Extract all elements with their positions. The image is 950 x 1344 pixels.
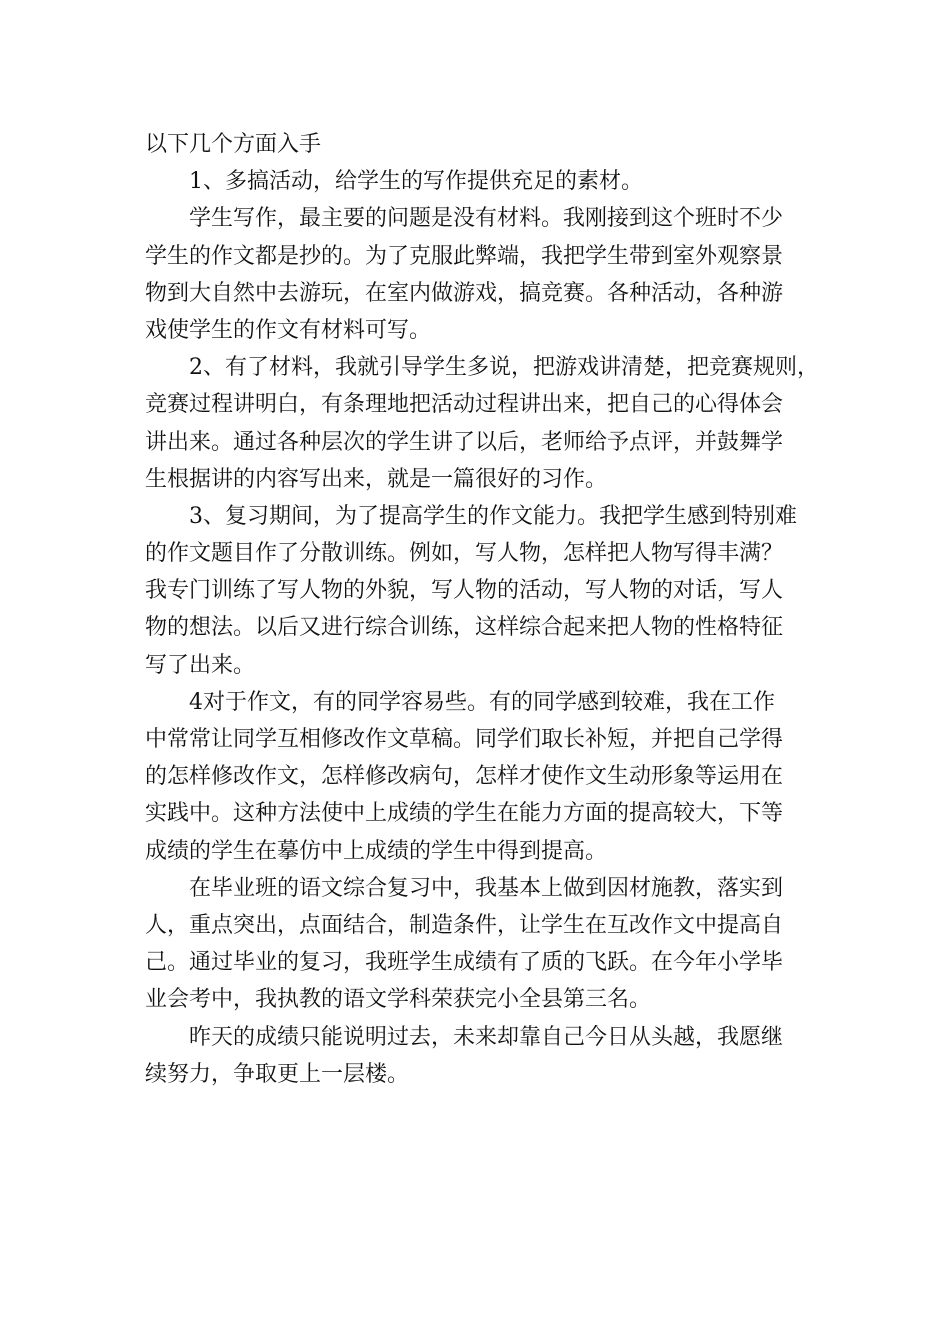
text-line: 学生写作，最主要的问题是没有材料。我刚接到这个班时不少 xyxy=(189,206,784,232)
text-line: 业会考中，我执教的语文学科荣获完小全县第三名。 xyxy=(145,987,652,1013)
paragraph-heading-2: 2、有了材料，我就引导学生多说，把游戏讲清楚，把竞赛规则， xyxy=(189,355,819,381)
text-line: 物的想法。以后又进行综合训练，这样综合起来把人物的性格特征 xyxy=(145,615,784,641)
text-line: 生根据讲的内容写出来，就是一篇很好的习作。 xyxy=(145,466,608,492)
paragraph-start: 在毕业班的语文综合复习中，我基本上做到因材施教，落实到 xyxy=(189,875,784,901)
text-line: 竞赛过程讲明白，有条理地把活动过程讲出来，把自己的心得体会 xyxy=(145,392,784,418)
text-line: 写了出来。 xyxy=(145,652,256,678)
document-body xyxy=(145,126,825,1093)
text-line: 我专门训练了写人物的外貌，写人物的活动，写人物的对话，写人 xyxy=(145,578,784,604)
text-line: 人，重点突出，点面结合，制造条件，让学生在互改作文中提高自 xyxy=(145,912,784,938)
paragraph-start: 昨天的成绩只能说明过去，未来却靠自己今日从头越，我愿继 xyxy=(189,1024,784,1050)
paragraph-heading-4: 4对于作文，有的同学容易些。有的同学感到较难，我在工作 xyxy=(189,689,775,715)
text-line: 的怎样修改作文，怎样修改病句，怎样才使作文生动形象等运用在 xyxy=(145,764,784,790)
text-line: 己。通过毕业的复习，我班学生成绩有了质的飞跃。在今年小学毕 xyxy=(145,950,784,976)
text-line: 戏使学生的作文有材料可写。 xyxy=(145,317,432,343)
text-line: 的作文题目作了分散训练。例如，写人物，怎样把人物写得丰满？ xyxy=(145,541,784,567)
text-line: 以下几个方面入手 xyxy=(145,132,322,157)
paragraph-heading-1: 1、多搞活动，给学生的写作提供充足的素材。 xyxy=(189,169,643,195)
text-line: 物到大自然中去游玩，在室内做游戏，搞竞赛。各种活动，各种游 xyxy=(145,280,784,306)
text-line: 中常常让同学互相修改作文草稿。同学们取长补短，并把自己学得 xyxy=(145,727,784,752)
paragraph-heading-3: 3、复习期间，为了提高学生的作文能力。我把学生感到特别难 xyxy=(189,503,797,529)
text-line: 学生的作文都是抄的。为了克服此弊端，我把学生带到室外观察景 xyxy=(145,243,784,269)
text-line: 续努力，争取更上一层楼。 xyxy=(145,1061,410,1087)
text-line: 实践中。这种方法使中上成绩的学生在能力方面的提高较大，下等 xyxy=(145,801,784,827)
text-line: 成绩的学生在摹仿中上成绩的学生中得到提高。 xyxy=(145,838,608,864)
text-line: 讲出来。通过各种层次的学生讲了以后，老师给予点评，并鼓舞学 xyxy=(145,429,784,455)
